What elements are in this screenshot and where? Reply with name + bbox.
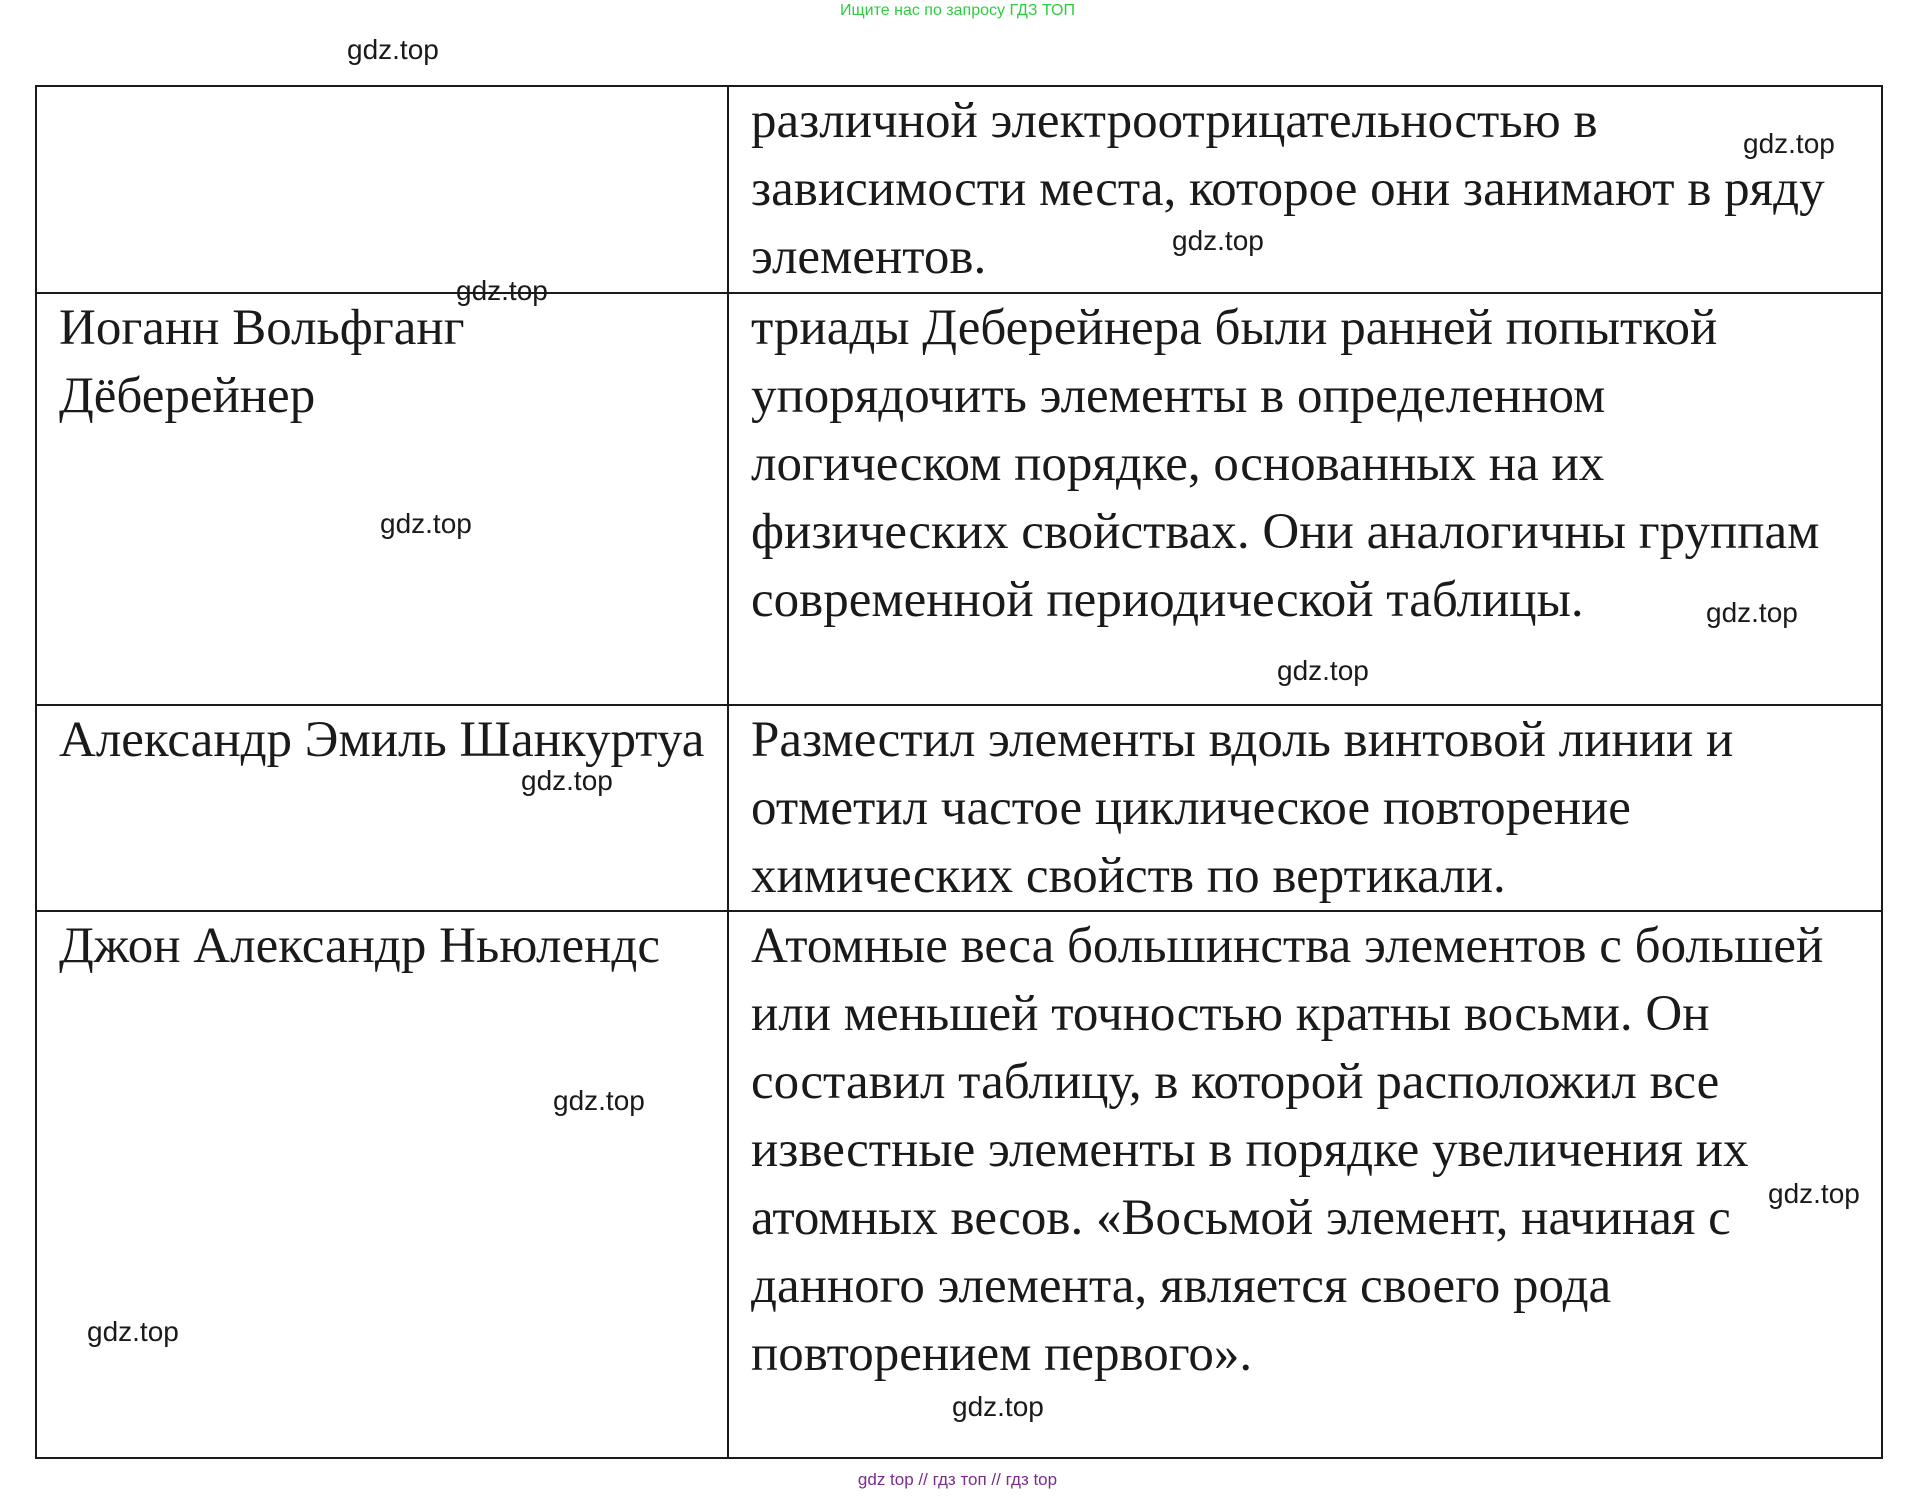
footer: gdz top // гдз топ // гдз top	[857, 1470, 1058, 1489]
watermark: gdz.top	[1172, 225, 1264, 256]
watermark: gdz.top	[952, 1391, 1044, 1422]
watermark: gdz.top	[1706, 597, 1798, 628]
watermark: gdz.top	[456, 275, 548, 306]
description-cell: Атомные веса большинства элементов с большей или меньшей точностью кратны восьми. Он составил таблицу, в которой расположил все известные элементы в порядке увеличения их атомных весов. «Восьмой элемент, начиная с данного элемента, является своего рода повторением первого».	[728, 911, 1882, 1458]
watermark: gdz.top	[347, 34, 439, 65]
table-row	[36, 911, 1882, 1458]
table-row	[36, 86, 1882, 293]
watermark: gdz.top	[1743, 128, 1835, 159]
scientists-table	[35, 85, 1883, 1459]
description-cell: триады Деберейнера были ранней попыткой упорядочить элементы в определенном логическом порядке, основанных на их физических свойствах. Они аналогичны группам современной периодической таблицы.	[728, 293, 1882, 705]
watermark: gdz.top	[87, 1316, 179, 1347]
watermark: gdz.top	[1277, 655, 1369, 686]
watermark: gdz.top	[1768, 1178, 1860, 1209]
description-cell: Разместил элементы вдоль винтовой линии и отметил частое циклическое повторение химических свойств по вертикали.	[728, 705, 1882, 911]
watermark: gdz.top	[521, 765, 613, 796]
description-cell: различной электроотрицательностью в зависимости места, которое они занимают в ряду элементов.	[728, 86, 1882, 293]
watermark: gdz.top	[553, 1085, 645, 1116]
table-row	[36, 293, 1882, 705]
top-banner: Ищите нас по запросу ГДЗ ТОП	[840, 2, 1075, 19]
table-row	[36, 705, 1882, 911]
scientist-name-cell	[36, 86, 728, 293]
scientist-name-cell: Джон Александр Ньюлендс	[36, 911, 728, 1458]
scientist-name-cell: Александр Эмиль Шанкуртуа	[36, 705, 728, 911]
watermark: gdz.top	[380, 508, 472, 539]
scientist-name-cell: Иоганн Вольфганг Дёберейнер	[36, 293, 728, 705]
